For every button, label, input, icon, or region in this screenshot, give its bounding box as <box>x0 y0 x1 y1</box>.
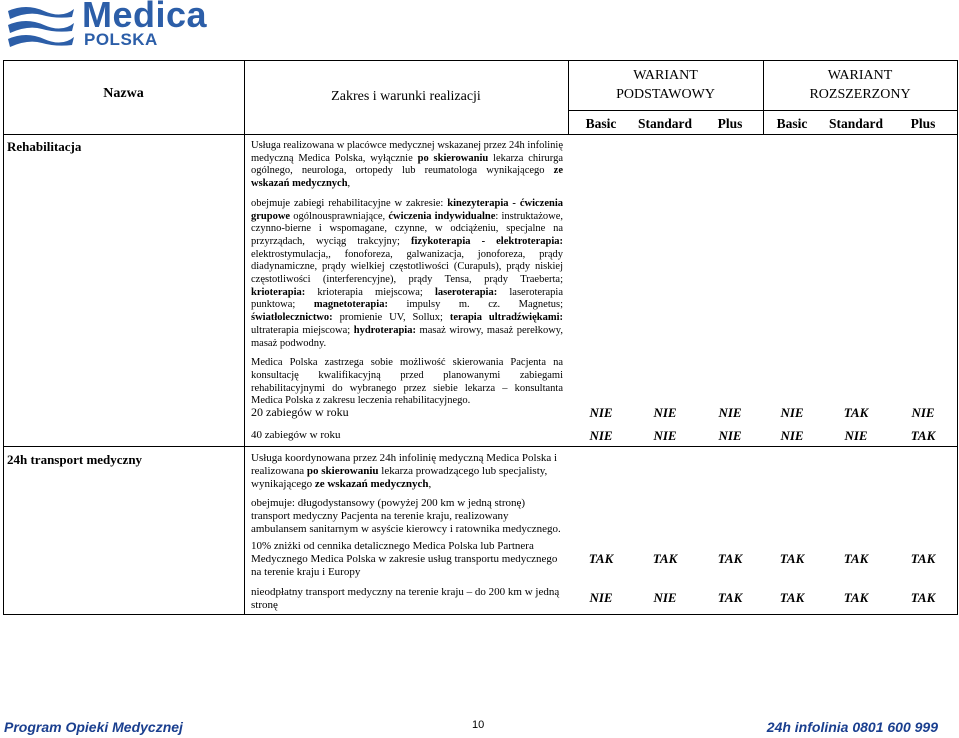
header-wariant-podstawowy <box>568 66 763 104</box>
rehab-row2-plus-ext: TAK <box>910 428 936 443</box>
header-wariant-label: WARIANT <box>827 68 893 83</box>
transport-paragraph-2: obejmuje: długodystansowy (powyżej 200 km w jedną stronę) transport medyczny Pacjenta na terenie kraju, realizowany ambulansem sanitarnym w asyście kierowcy i ratownika medycznego. <box>251 497 561 535</box>
transport-row2-standard-ext: TAK <box>843 590 869 605</box>
transport-row1-plus-ext: TAK <box>910 551 936 566</box>
transport-row2-plus: TAK <box>717 590 743 605</box>
transport-row2-basic: NIE <box>589 590 613 605</box>
medica-logo <box>6 0 216 52</box>
transport-row2-standard: NIE <box>653 590 677 605</box>
transport-row2-plus-ext: TAK <box>910 590 936 605</box>
rehab-paragraph-2: obejmuje zabiegi rehabilitacyjne w zakresie: kinezyterapia - ćwiczenia grupowe ogólnousprawniające, ćwiczenia indywidualne: instruktażowe, czynno-bierne i wspomagane, czynne, w odciążeniu, specjalne na przyrządach, wyciąg trakcyjny; fizykoterapia - elektroterapia: elektrostymulacja,, fonoforeza, galwanizacja, jonoforeza, prądy diadynamiczne, prądy wielkiej częstotliwości (Curapuls), prądy niskiej częstotliwości (interferencyjne), prądy Tensa, prądy Traeberta; krioterapia: krioterapia miejscowa; laseroterapia: laseroterapia punktowa; magnetoterapia: impulsy m. cz. Magnetus; światłolecznictwo: promienie UV, Sollux; terapia ultradźwiękami: ultraterapia miejscowa; hydroterapia: masaż wirowy, masaż perełkowy, masaż podwodny. <box>251 197 564 349</box>
header-podstawowy-label: PODSTAWOWY <box>616 87 715 102</box>
subheader-standard: Standard <box>637 116 693 131</box>
rehab-description <box>251 140 563 415</box>
rehab-row2-basic-ext: NIE <box>780 428 804 443</box>
footer-program-name: Program Opieki Medycznej <box>4 719 183 735</box>
transport-paragraph-1: Usługa koordynowana przez 24h infolinię medyczną Medica Polska i realizowana po skierowaniu lekarza prowadzącego lub specjalisty, wynikającego ze wskazań medycznych, <box>251 452 558 490</box>
subheader-plus: Plus <box>717 116 743 131</box>
transport-row1-basic: TAK <box>588 551 614 566</box>
rehab-row2-standard-ext: NIE <box>844 428 868 443</box>
header-nazwa: Nazwa <box>103 86 144 101</box>
rehab-paragraph-3: Medica Polska zastrzega sobie możliwość skierowania Pacjenta na konsultację kwalifikacyjną przed planowanymi zabiegami rehabilitacyjnymi do wybranego przez siebie lekarza – konsultanta Medica Polska z zakresu leczenia rehabilitacyjnego. <box>251 357 563 407</box>
rehab-row1-plus-ext: NIE <box>911 405 935 420</box>
transport-row-label: nieodpłatny transport medyczny na terenie kraju – do 200 km w jedną stronę <box>251 586 560 611</box>
logo-brand: Medica <box>82 0 208 35</box>
logo-sub: POLSKA <box>84 30 158 49</box>
rehab-row1-plus: NIE <box>718 405 742 420</box>
page-number: 10 <box>472 719 485 731</box>
rehab-row1-standard-ext: TAK <box>843 405 869 420</box>
transport-row1-plus: TAK <box>717 551 743 566</box>
subheader-basic: Basic <box>776 116 808 131</box>
rehab-row2-plus: NIE <box>718 428 742 443</box>
transport-row1-basic-ext: TAK <box>779 551 805 566</box>
header-zakres: Zakres i warunki realizacji <box>331 89 481 104</box>
subheader-plus: Plus <box>910 116 936 131</box>
transport-row2-basic-ext: TAK <box>779 590 805 605</box>
rehab-row1-basic-ext: NIE <box>780 405 804 420</box>
subheader-basic: Basic <box>585 116 617 131</box>
rehab-row-label: 20 zabiegów w roku <box>251 405 349 419</box>
header-rozszerzony-label: ROZSZERZONY <box>809 87 911 102</box>
rehab-row2-basic: NIE <box>589 428 613 443</box>
header-wariant-label: WARIANT <box>633 68 698 83</box>
footer-hotline: 24h infolinia 0801 600 999 <box>766 719 938 735</box>
rehab-row1-basic: NIE <box>589 405 613 420</box>
rehab-row-label: 40 zabiegów w roku <box>251 429 341 441</box>
rehab-row1-standard: NIE <box>653 405 677 420</box>
header-wariant-rozszerzony <box>763 66 957 104</box>
rehab-row2-standard: NIE <box>653 428 677 443</box>
row-name-transport: 24h transport medyczny <box>7 452 143 467</box>
logo-wave-icon <box>6 3 76 49</box>
transport-row-label: 10% zniżki od cennika detalicznego Medica Polska lub Partnera Medycznego Medica Polska w zakresie usług transportu medycznego na terenie kraju i Europy <box>251 540 558 578</box>
transport-row1-standard: TAK <box>652 551 678 566</box>
row-name-rehabilitacja: Rehabilitacja <box>7 139 82 154</box>
subheader-standard: Standard <box>828 116 884 131</box>
transport-row1-standard-ext: TAK <box>843 551 869 566</box>
rehab-paragraph-1: Usługa realizowana w placówce medycznej wskazanej przez 24h infolinię medyczną Medica Polska, wyłącznie po skierowaniu lekarza chirurga ogólnego, neurologa, ortopedy lub reumatologa wynikającego ze wskazań medycznych, <box>251 140 563 190</box>
transport-description <box>251 452 563 544</box>
